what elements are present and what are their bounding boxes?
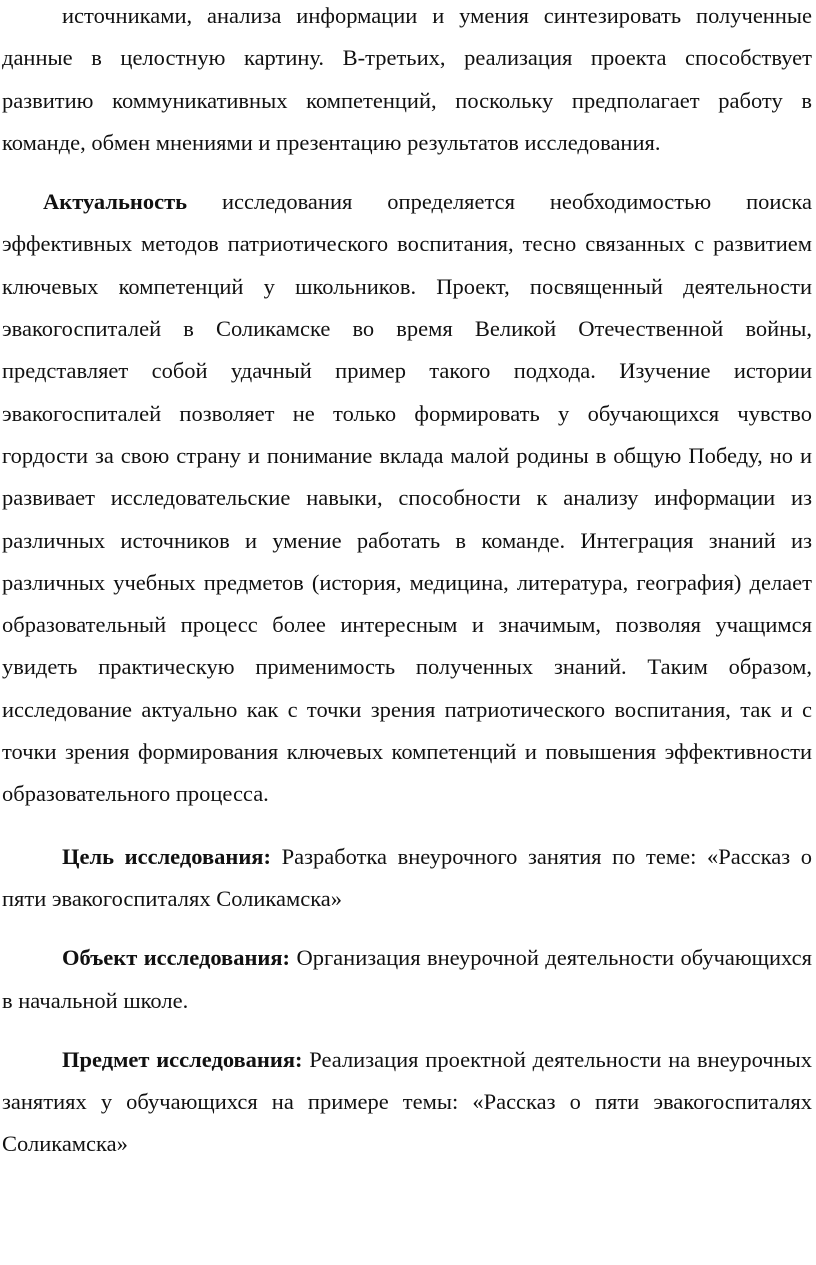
paragraph-research-goal xyxy=(2,836,812,921)
paragraph-lead: Предмет исследования: xyxy=(62,1046,303,1072)
paragraph-lead: Объект исследования: xyxy=(62,945,291,971)
paragraph-text: источниками, анализа информации и умения синтезировать полученные данные в целостную картину. В-третьих, реализация проекта способствует развитию коммуникативных компетенций, поскольку предполагает работу в команде, обмен мнениями и презентацию результатов исследования. xyxy=(2,3,812,155)
paragraph-lead: Актуальность xyxy=(43,189,188,215)
paragraph-research-object xyxy=(2,937,812,1022)
paragraph-text: исследования определяется необходимостью поиска эффективных методов патриотического воспитания, тесно связанных с развитием ключевых компетенций у школьников. Проект, посвященный деятельности эвакогоспиталей в Соликамске во время Великой Отечественной войны, представляет собой удачный пример такого подхода. Изучение истории эвакогоспиталей позволяет не только формировать у обучающихся чувство гордости за свою страну и понимание вклада малой родины в общую Победу, но и развивает исследовательские навыки, способности к анализу информации из различных источников и умение работать в команде. Интеграция знаний из различных учебных предметов (история, медицина, литература, география) делает образовательный процесс более интересным и значимым, позволяя учащимся увидеть практическую применимость полученных знаний. Таким образом, исследование актуально как с точки зрения патриотического воспитания, так и с точки зрения формирования ключевых компетенций и повышения эффективности образовательного процесса. xyxy=(2,189,812,807)
paragraph-text: Разработка внеурочного занятия по теме: «Рассказ о пяти эвакогоспиталях Соликамска» xyxy=(2,843,813,911)
paragraph-text: Организация внеурочной деятельности обучающихся в начальной школе. xyxy=(2,945,812,1013)
paragraph-research-subject xyxy=(2,1039,812,1166)
paragraph-continuation xyxy=(2,0,812,164)
paragraph-lead: Цель исследования: xyxy=(62,843,271,869)
paragraph-text: Реализация проектной деятельности на внеурочных занятиях у обучающихся на примере темы: «Рассказ о пяти эвакогоспиталях Соликамска» xyxy=(2,1046,812,1157)
paragraph-relevance xyxy=(2,181,812,815)
